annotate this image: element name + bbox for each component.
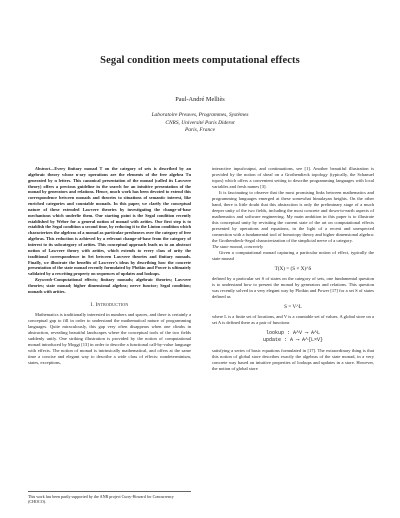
formula-states: S = V^L xyxy=(284,304,302,310)
body-paragraph: where L is a finite set of locations, and V is a countable set of values. A global store on a set A is defined there as a pair of functions xyxy=(212,314,374,325)
affiliation-line: Laboratoire Preuves, Programmes, Systèmes xyxy=(151,112,249,118)
body-paragraph: defined by a particular set S of states on the category of sets, one fundamental question is to understand how to present the monad by generators and relations. This question was recently solved in a very elegant way by Plotkin and Power [17] for a set S of states defined as xyxy=(212,276,374,299)
body-paragraph: It is fascinating to observe that the most promising links between mathematics and programming languages emerged at these somewhat himalayan heights. On the other hand, there is little doubt that this abstraction is only the preliminary stage of a much deeper unity of the two fields, including the most concrete and down-to-earth aspects of mathematics and software engineering. My main ambition in this paper is to illustrate this conceptual unity by revisiting the current state of the art on computational effects presented by operations and equations, in the light of a recent and unexpected connection with a fundamental tool of homotopy theory and higher dimensional algebra: the Grothendieck-Segal characterization of the simplicial nerve of a category. xyxy=(212,190,374,243)
affiliation-block xyxy=(0,112,400,135)
body-paragraph: interactive input/output, and continuations, see [1]. Another beautiful illustration is provided by the notion of sheaf on a Grothendieck topology (typically, the Schanuel topos) which offers a convenient setting to describe programming languages with local variables and fresh names [3]. xyxy=(212,166,374,189)
section-heading-introduction: I. Introduction xyxy=(90,301,129,308)
footnote: This work has been partly supported by the ANR project Curry-Howard for Concurrency (CHOCO). xyxy=(28,491,191,504)
paper-title: Segal condition meets computational effects xyxy=(100,55,300,66)
left-column xyxy=(28,166,191,366)
subsection-heading-state-monad: The state monad, concretely xyxy=(212,244,264,249)
right-column xyxy=(212,166,374,372)
formula-lookup-update xyxy=(212,330,374,344)
body-paragraph: satisfying a series of basic equations formulated in [17]. The extraordinary thing is that this notion of global store describes exactly the algebras of the state monad, in a very concrete way based on intuitive properties of lookups and updates in a store. However, the notion of global store xyxy=(212,348,374,371)
formula-update: update : A ⟶ A^{L×V} xyxy=(262,337,324,343)
formula-lookup: lookup : A^V ⟶ A^L xyxy=(265,330,321,336)
abstract-lead: Abstract xyxy=(35,166,50,171)
keywords xyxy=(28,277,191,295)
body-paragraph: Given a computational monad capturing a particular notion of effect, typically the state monad xyxy=(212,250,374,261)
abstract xyxy=(28,166,191,277)
affiliation-line: Paris, France xyxy=(185,127,215,134)
affiliation-line: CNRS, Université Paris Diderot xyxy=(165,119,235,126)
abstract-text: —Every finitary monad T on the category of sets is described by an algebraic theory whose n-ary operations are the elements of the free algebra Tn generated by n letters. This canonical presentation of the monad (called its Lawvere theory) offers a precious guideline in the search for an intuitive presentation of the monad by generators and relations. Hence, much work has been devoted to extend this correspondence between monads and theories to situations of semantic interest, like enriched categories and countable monads. In this paper, we clarify the conceptual nature of these extended Lawvere theories by investigating the change-of-base mechanisms which underlie them. Our starting point is the Segal condition recently established by Weber for a general notion of monad with arities. Our first step is to establish the Segal condition a second time, by reducing it to the Linton condition which characterizes the algebras of a monad as particular presheaves over the category of free algebras. This reduction is achieved by a relevant change-of-base from the category of interest to its subcategory of arities. This conceptual approach leads us to an abstract notion of Lawvere theory with arities, which extends to every class of arity the traditional correspondence in Set between Lawvere theories and finitary monads. Finally, we illustrate the benefits of Lawvere's ideas by describing how the concrete presentation of the state monad recently formulated by Plotkin and Power is ultimately validated by a rewriting property on sequences of updates and lookups. xyxy=(28,166,191,277)
keywords-lead: Keywords xyxy=(35,277,53,283)
keywords-text: -Computational effects; finitary monads; algebraic theories; Lawvere theories; state monad; higher dimensional algebra; nerve functor; Segal condition; monads with arities. xyxy=(28,277,191,294)
formula-state-monad: T(X) = (S × X)^S xyxy=(274,266,312,272)
author-name: Paul-André Melliès xyxy=(175,96,225,103)
intro-paragraph: Mathematics is traditionally interested in numbers and spaces, and there is certainly a conceptual gap to fill in order to understand the mathematical nature of programming languages. Quite miraculously, this gap very often disappears when one climbs in abstraction, revealing beautiful landscapes where the conceptual tools of the two fields suddenly unify. One striking illustration is provided by the notion of computational monad introduced by Moggi [13] in order to describe a functional call-by-value language with effects. The notion of monad is intrinsically mathematical, and offers at the same time a concise and elegant way to describe a wide class of effects: nondeterminism, states, exceptions, xyxy=(28,311,191,365)
